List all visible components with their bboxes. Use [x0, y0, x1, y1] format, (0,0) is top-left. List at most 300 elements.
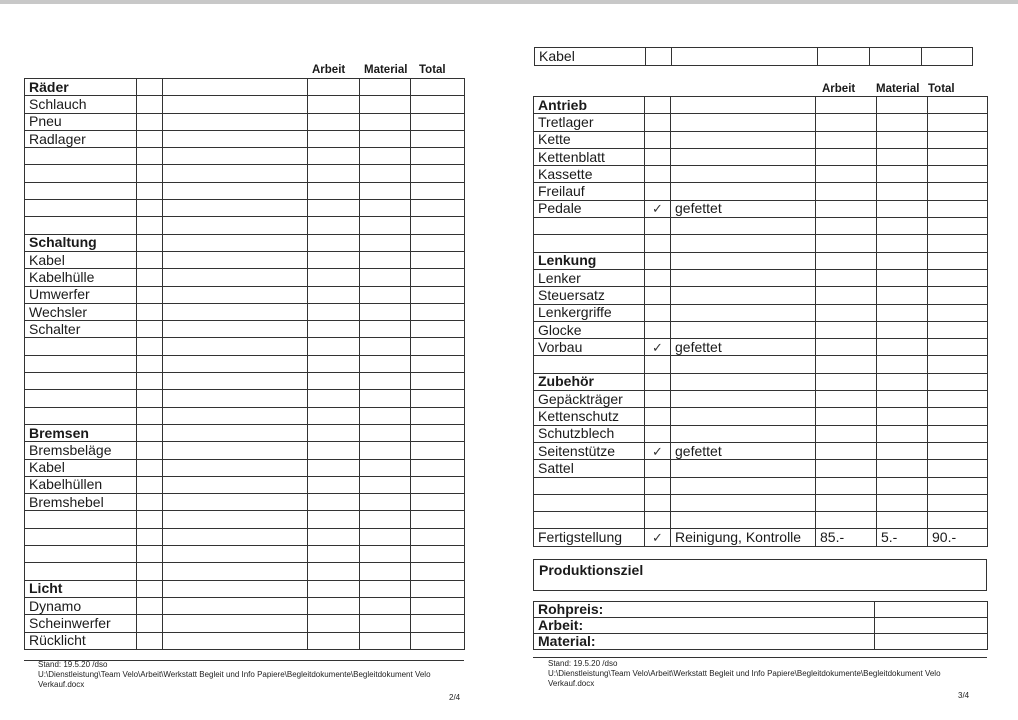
cell-total: [411, 407, 465, 424]
cell-arbeit: [816, 442, 877, 459]
check-mark: [645, 166, 671, 183]
cell-material: [360, 563, 411, 580]
cell-material: [877, 269, 928, 286]
cell-total: [928, 166, 988, 183]
cell-total: [928, 512, 988, 529]
table-row: [25, 632, 465, 649]
row-note: [163, 148, 308, 165]
row-label: [25, 165, 137, 182]
section-row: [534, 373, 988, 390]
check-mark: [137, 580, 163, 597]
cell-total: [928, 218, 988, 235]
cell-arbeit: [816, 373, 877, 390]
check-mark: [645, 148, 671, 165]
cell-arbeit: [308, 424, 360, 441]
cell-arbeit: [308, 321, 360, 338]
row-note: [163, 130, 308, 147]
cell-total: [411, 182, 465, 199]
row-note: [163, 217, 308, 234]
row-label: Bremsen: [25, 424, 137, 441]
cell-material: [877, 183, 928, 200]
check-mark: [645, 252, 671, 269]
cell-arbeit: [816, 148, 877, 165]
cell-total: [411, 597, 465, 614]
cell-total: [411, 615, 465, 632]
cell-material: [360, 494, 411, 511]
cell-arbeit: [308, 580, 360, 597]
table-row: [25, 494, 465, 511]
row-label: [534, 218, 645, 235]
cell-material: [877, 460, 928, 477]
cell-material: [360, 148, 411, 165]
cell-total: [411, 165, 465, 182]
cell-material: [877, 287, 928, 304]
check-mark: [137, 338, 163, 355]
cell-material: [877, 373, 928, 390]
row-label: [534, 235, 645, 252]
cell-arbeit: [308, 597, 360, 614]
row-note: [163, 494, 308, 511]
row-note: [671, 425, 816, 442]
row-note: [671, 114, 816, 131]
cell-material: [877, 512, 928, 529]
cell-total: [928, 373, 988, 390]
table-row: [25, 407, 465, 424]
cell-material: [360, 234, 411, 251]
row-note: [163, 182, 308, 199]
row-label: [25, 563, 137, 580]
table-row: [25, 200, 465, 217]
cell-arbeit: [308, 234, 360, 251]
row-label: Glocke: [534, 321, 645, 338]
price-label: Rohpreis:: [534, 602, 875, 618]
cell-total: [928, 114, 988, 131]
check-mark: [137, 217, 163, 234]
cell-material: [877, 304, 928, 321]
cell-arbeit: [308, 563, 360, 580]
table-row: [534, 287, 988, 304]
row-note: [671, 373, 816, 390]
check-mark: ✓: [645, 529, 671, 546]
cell-arbeit: [816, 512, 877, 529]
check-mark: [137, 165, 163, 182]
cell-total: [411, 338, 465, 355]
check-mark: [645, 114, 671, 131]
cell-total: [411, 528, 465, 545]
row-note: [163, 321, 308, 338]
table-row: [534, 339, 988, 356]
row-note: [163, 511, 308, 528]
table-row: [534, 166, 988, 183]
cell-arbeit: [308, 113, 360, 130]
cell-total: [928, 356, 988, 373]
cell-material: [360, 165, 411, 182]
cell-total: [928, 477, 988, 494]
check-mark: [137, 494, 163, 511]
cell-material: [360, 615, 411, 632]
cell-total: [928, 235, 988, 252]
cell-total: [928, 287, 988, 304]
section-row: [534, 252, 988, 269]
check-mark: [137, 113, 163, 130]
row-label: Tretlager: [534, 114, 645, 131]
table-row: [25, 355, 465, 372]
check-mark: ✓: [645, 200, 671, 217]
table-row: [25, 96, 465, 113]
cell-material: [877, 131, 928, 148]
footer-stand: Stand: 19.5.20 /dso: [38, 660, 108, 669]
footer-file: Verkauf.docx: [548, 679, 595, 688]
price-label: Material:: [534, 634, 875, 650]
cell-arbeit: [308, 217, 360, 234]
cell-material: [877, 356, 928, 373]
cell-material: [360, 424, 411, 441]
cell-material: [877, 391, 928, 408]
cell-arbeit: [816, 494, 877, 511]
cell-material: [360, 321, 411, 338]
row-note: [163, 96, 308, 113]
row-note: [671, 166, 816, 183]
row-label: Licht: [25, 580, 137, 597]
table-row: [25, 338, 465, 355]
table-row: [534, 391, 988, 408]
cell-material: [877, 494, 928, 511]
row-label: Lenkergriffe: [534, 304, 645, 321]
cell-total: [928, 269, 988, 286]
cell-total: [411, 200, 465, 217]
row-label: [25, 200, 137, 217]
table-row: [534, 131, 988, 148]
check-mark: [137, 200, 163, 217]
header-total: Total: [419, 64, 446, 76]
cell-arbeit: [308, 338, 360, 355]
cell-arbeit: [816, 425, 877, 442]
cell-material: [360, 597, 411, 614]
table-row: [25, 303, 465, 320]
cell-total: 90.-: [928, 529, 988, 546]
row-label: Pedale: [534, 200, 645, 217]
cell-arbeit: [816, 131, 877, 148]
cell-material: [877, 425, 928, 442]
check-mark: [645, 373, 671, 390]
table-row: [534, 529, 988, 546]
check-mark: [137, 407, 163, 424]
row-note: [671, 269, 816, 286]
table-row: [25, 546, 465, 563]
check-mark: [645, 512, 671, 529]
row-note: [671, 304, 816, 321]
check-mark: ✓: [645, 442, 671, 459]
price-value: [875, 634, 988, 650]
cell-material: [360, 96, 411, 113]
cell-arbeit: [308, 511, 360, 528]
check-mark: [645, 304, 671, 321]
cell-total: [411, 79, 465, 96]
row-note: [163, 251, 308, 268]
check-mark: [137, 96, 163, 113]
page-number-right: 3/4: [958, 691, 970, 700]
row-label: Dynamo: [25, 597, 137, 614]
cell-arbeit: [308, 476, 360, 493]
cell-material: [360, 476, 411, 493]
row-label: Wechsler: [25, 303, 137, 320]
check-mark: [137, 269, 163, 286]
row-label: [25, 546, 137, 563]
row-label: Fertigstellung: [534, 529, 645, 546]
cell-arbeit: [816, 391, 877, 408]
row-label: Bremshebel: [25, 494, 137, 511]
check-mark: [645, 287, 671, 304]
row-label: Sattel: [534, 460, 645, 477]
price-row: [534, 602, 988, 618]
cell-total: [411, 546, 465, 563]
row-label: Seitenstütze: [534, 442, 645, 459]
cell-arbeit: [816, 97, 877, 114]
table-row: [25, 182, 465, 199]
section-row: [25, 424, 465, 441]
table-row: [25, 476, 465, 493]
checklist-table-left: [24, 78, 465, 650]
cell-material: [360, 407, 411, 424]
cell-total: [411, 251, 465, 268]
cell-material: 5.-: [877, 529, 928, 546]
table-row: [25, 251, 465, 268]
table-row: [25, 113, 465, 130]
row-label: Kettenblatt: [534, 148, 645, 165]
table-row: [534, 356, 988, 373]
cell-material: [877, 252, 928, 269]
cell-material: [360, 580, 411, 597]
row-note: [163, 303, 308, 320]
check-mark: [645, 218, 671, 235]
cell-total: [411, 286, 465, 303]
cell-arbeit: [816, 218, 877, 235]
row-label: Kabel: [25, 459, 137, 476]
cell-material: [360, 632, 411, 649]
row-note: [163, 373, 308, 390]
row-note: [671, 287, 816, 304]
row-note: [671, 391, 816, 408]
row-label: Kettenschutz: [534, 408, 645, 425]
table-row: [25, 563, 465, 580]
row-note: [671, 321, 816, 338]
cell-material: [360, 338, 411, 355]
cell-material: [877, 148, 928, 165]
row-note: [163, 390, 308, 407]
row-note: [163, 476, 308, 493]
table-row: [534, 512, 988, 529]
cell-material: [360, 528, 411, 545]
cell-arbeit: [816, 183, 877, 200]
cell-arbeit: [308, 182, 360, 199]
row-note: gefettet: [671, 442, 816, 459]
section-row: [25, 580, 465, 597]
table-row: [25, 597, 465, 614]
row-note: [671, 408, 816, 425]
row-label: Schalter: [25, 321, 137, 338]
table-row: [25, 148, 465, 165]
row-label: [25, 355, 137, 372]
cell-arbeit: [308, 494, 360, 511]
cell-total: [411, 373, 465, 390]
table-row: [25, 615, 465, 632]
row-note: [163, 528, 308, 545]
footer-path: U:\Dienstleistung\Team Velo\Arbeit\Werkstatt Begleit und Info Papiere\Begleitdokumente\Begleitdokument Velo: [38, 670, 431, 679]
cell-total: [411, 424, 465, 441]
cell-total: [411, 113, 465, 130]
cell-total: [411, 217, 465, 234]
cell-total: [411, 130, 465, 147]
cell-arbeit: [308, 130, 360, 147]
row-label: [25, 217, 137, 234]
check-mark: [645, 97, 671, 114]
check-mark: [137, 303, 163, 320]
cell-total: [928, 391, 988, 408]
table-row: [534, 425, 988, 442]
row-label: [25, 528, 137, 545]
row-note: [163, 580, 308, 597]
cell-arbeit: [816, 269, 877, 286]
header-material: Material: [364, 64, 408, 76]
price-row: [534, 618, 988, 634]
row-label: [25, 511, 137, 528]
cell-material: [877, 97, 928, 114]
cell-total: [411, 269, 465, 286]
header-arbeit-right: Arbeit: [822, 83, 856, 95]
cell-arbeit: [308, 165, 360, 182]
check-mark: [645, 425, 671, 442]
price-table: [533, 601, 988, 650]
row-note: [671, 477, 816, 494]
table-row: [534, 183, 988, 200]
check-mark: [137, 597, 163, 614]
cell-arbeit: [308, 546, 360, 563]
row-note: [163, 442, 308, 459]
cell-material: [877, 200, 928, 217]
cell-total: [928, 304, 988, 321]
cell-arbeit: [308, 79, 360, 96]
cell-total: [928, 460, 988, 477]
table-row: [534, 304, 988, 321]
check-mark: [645, 494, 671, 511]
check-mark: [137, 390, 163, 407]
table-row: [25, 286, 465, 303]
row-note: [671, 512, 816, 529]
cell-total: [928, 442, 988, 459]
check-mark: [645, 460, 671, 477]
row-label: Kette: [534, 131, 645, 148]
table-row: [534, 218, 988, 235]
check-mark: [645, 391, 671, 408]
check-mark: [137, 130, 163, 147]
cell-arbeit: [308, 528, 360, 545]
row-note: [671, 97, 816, 114]
cell-arbeit: [816, 287, 877, 304]
table-row: [534, 269, 988, 286]
produktionsziel-box: [533, 559, 987, 591]
cell-arbeit: [308, 355, 360, 372]
row-label: [25, 338, 137, 355]
table-row: [25, 217, 465, 234]
row-label: Kassette: [534, 166, 645, 183]
row-label: [534, 494, 645, 511]
cell-arbeit: [308, 407, 360, 424]
row-label: Pneu: [25, 113, 137, 130]
row-note: [163, 234, 308, 251]
row-note: [163, 113, 308, 130]
cell-material: [360, 286, 411, 303]
cell-arbeit: [308, 251, 360, 268]
row-label: [534, 356, 645, 373]
row-note: [671, 252, 816, 269]
table-row: [25, 442, 465, 459]
header-total-right: Total: [928, 83, 955, 95]
row-label: [534, 477, 645, 494]
row-note: [163, 407, 308, 424]
row-note: gefettet: [671, 339, 816, 356]
row-label: Umwerfer: [25, 286, 137, 303]
check-mark: [137, 528, 163, 545]
row-label: Lenker: [534, 269, 645, 286]
row-label: Kabelhüllen: [25, 476, 137, 493]
cell-material: [877, 235, 928, 252]
cell-total: [411, 459, 465, 476]
footer-path: U:\Dienstleistung\Team Velo\Arbeit\Werkstatt Begleit und Info Papiere\Begleitdokumente\Begleitdokument Velo: [548, 669, 941, 678]
cell-material: [360, 546, 411, 563]
check-mark: [137, 476, 163, 493]
table-row: [534, 321, 988, 338]
cell-arbeit: [308, 286, 360, 303]
cell-arbeit: [816, 235, 877, 252]
cell-arbeit: [308, 148, 360, 165]
cell-total: [928, 252, 988, 269]
row-label: Schutzblech: [534, 425, 645, 442]
table-row: [25, 269, 465, 286]
row-label: Lenkung: [534, 252, 645, 269]
row-note: [163, 563, 308, 580]
cell-arbeit: [308, 459, 360, 476]
check-mark: [137, 546, 163, 563]
check-mark: [645, 131, 671, 148]
cell-material: [360, 269, 411, 286]
row-note: [163, 459, 308, 476]
header-arbeit: Arbeit: [312, 64, 346, 76]
cell-total: [411, 234, 465, 251]
check-mark: [137, 563, 163, 580]
cell-total: [411, 476, 465, 493]
cell-material: [360, 130, 411, 147]
row-label: Zubehör: [534, 373, 645, 390]
footer-rule-right: [533, 657, 987, 658]
row-note: [163, 338, 308, 355]
row-note: [671, 183, 816, 200]
check-mark: [645, 235, 671, 252]
row-label: Steuersatz: [534, 287, 645, 304]
cell-total: [411, 632, 465, 649]
cell-total: [411, 321, 465, 338]
cell-material: [360, 217, 411, 234]
cell-total: [411, 96, 465, 113]
check-mark: ✓: [645, 339, 671, 356]
price-label: Arbeit:: [534, 618, 875, 634]
check-mark: [137, 424, 163, 441]
cell-total: [411, 148, 465, 165]
row-note: [163, 632, 308, 649]
row-label: [534, 512, 645, 529]
cell-material: [877, 442, 928, 459]
table-row: [534, 477, 988, 494]
table-row: [25, 528, 465, 545]
